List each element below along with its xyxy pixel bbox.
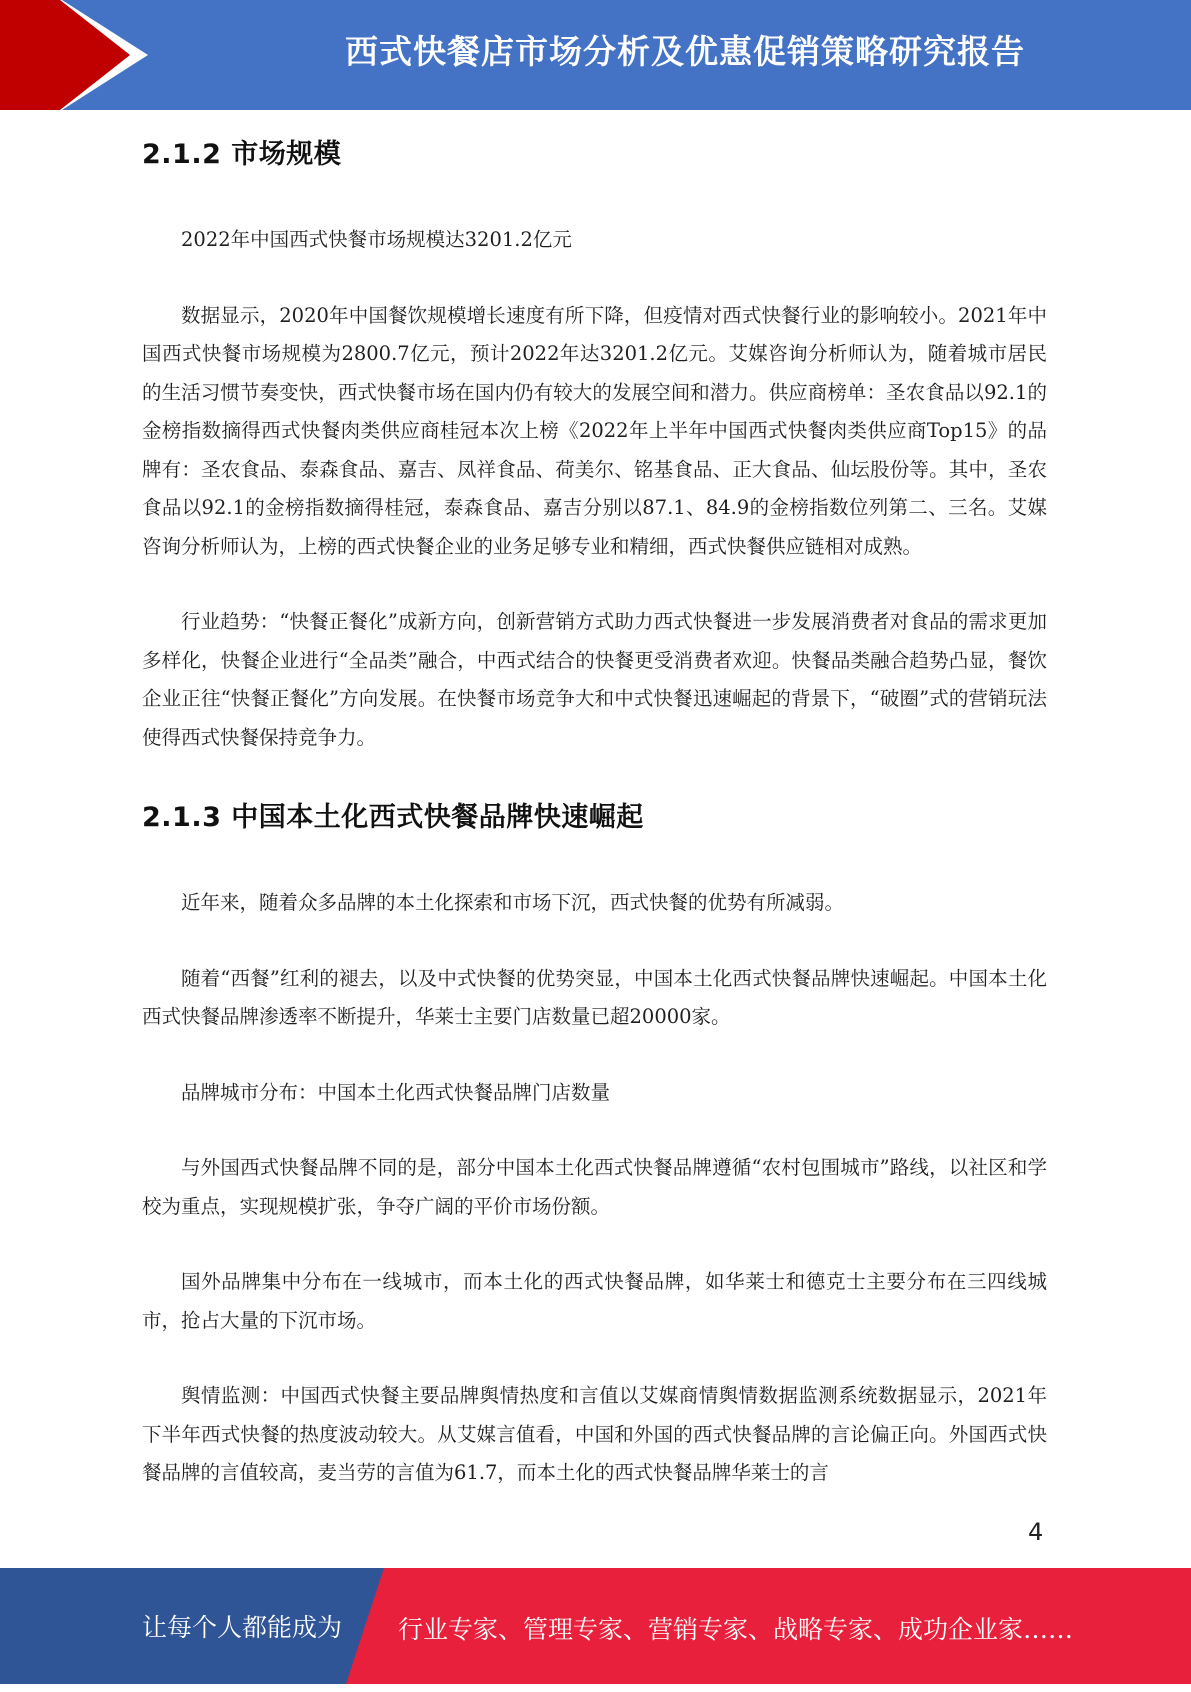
report-title: 西式快餐店市场分析及优惠促销策略研究报告 — [345, 32, 1025, 71]
report-content — [142, 120, 1047, 1493]
paragraph: 舆情监测：中国西式快餐主要品牌舆情热度和言值以艾媒商情舆情数据监测系统数据显示，2021年下半年西式快餐的热度波动较大。从艾媒言值看，中国和外国的西式快餐品牌的言论偏正向。外国西式快餐品牌的言值较高，麦当劳的言值为61.7，而本土化的西式快餐品牌华莱士的言 — [142, 1384, 1047, 1484]
page-number: 4 — [1028, 1518, 1044, 1546]
paragraph: 行业趋势：“快餐正餐化”成新方向，创新营销方式助力西式快餐进一步发展消费者对食品的需求更加多样化，快餐企业进行“全品类”融合，中西式结合的快餐更受消费者欢迎。快餐品类融合趋势凸显，餐饮企业正往“快餐正餐化”方向发展。在快餐市场竞争大和中式快餐迅速崛起的背景下，“破圈”式的营销玩法使得西式快餐保持竞争力。 — [142, 610, 1047, 749]
section-heading-market-size: 2.1.2 市场规模 — [142, 139, 342, 170]
paragraph: 国外品牌集中分布在一线城市，而本土化的西式快餐品牌，如华莱士和德克士主要分布在三四线城市，抢占大量的下沉市场。 — [142, 1270, 1047, 1332]
chevron-decoration-icon — [0, 0, 160, 110]
paragraph: 近年来，随着众多品牌的本土化探索和市场下沉，西式快餐的优势有所减弱。 — [181, 891, 845, 914]
footer-slogan-right: 行业专家、管理专家、营销专家、战略专家、成功企业家…… — [398, 1615, 1074, 1644]
paragraph: 品牌城市分布：中国本土化西式快餐品牌门店数量 — [181, 1080, 611, 1104]
footer-slogan-left: 让每个人都能成为 — [142, 1613, 343, 1642]
page-header — [0, 0, 1191, 110]
paragraph: 与外国西式快餐品牌不同的是，部分中国本土化西式快餐品牌遵循“农村包围城市”路线，以社区和学校为重点，实现规模扩张，争夺广阔的平价市场份额。 — [142, 1156, 1047, 1218]
section-heading-local-brands: 2.1.3 中国本土化西式快餐品牌快速崛起 — [142, 802, 644, 833]
paragraph: 数据显示，2020年中国餐饮规模增长速度有所下降，但疫情对西式快餐行业的影响较小。2021年中国西式快餐市场规模为2800.7亿元，预计2022年达3201.2亿元。艾媒咨询分析师认为，随着城市居民的生活习惯节奏变快，西式快餐市场在国内仍有较大的发展空间和潜力。供应商榜单：圣农食品以92.1的金榜指数摘得西式快餐肉类供应商桂冠本次上榜《2022年上半年中国西式快餐肉类供应商Top15》的品牌有：圣农食品、泰森食品、嘉吉、凤祥食品、荷美尔、铭基食品、正大食品、仙坛股份等。其中，圣农食品以92.1的金榜指数摘得桂冠，泰森食品、嘉吉分别以87.1、84.9的金榜指数位列第二、三名。艾媒咨询分析师认为，上榜的西式快餐企业的业务足够专业和精细，西式快餐供应链相对成熟。 — [142, 303, 1047, 558]
page-footer — [0, 1568, 1191, 1684]
paragraph: 随着“西餐”红利的褪去，以及中式快餐的优势突显，中国本土化西式快餐品牌快速崛起。中国本土化西式快餐品牌渗透率不断提升，华莱士主要门店数量已超20000家。 — [142, 966, 1047, 1028]
paragraph: 2022年中国西式快餐市场规模达3201.2亿元 — [181, 228, 572, 251]
